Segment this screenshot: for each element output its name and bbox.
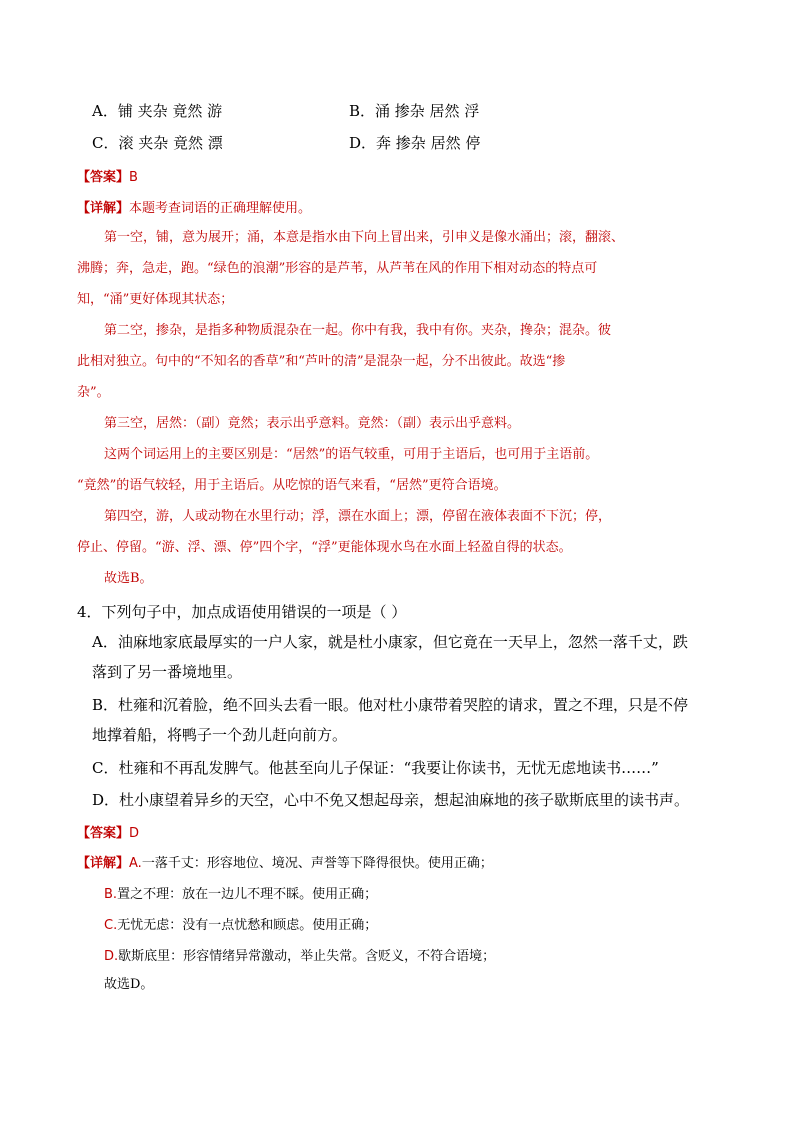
option-d: D．奔 掺杂 居然 停 — [349, 134, 481, 152]
q4-item-key: A. — [129, 856, 142, 871]
q4-answer-label: 【答案】 — [77, 826, 130, 841]
explanation-line: 第一空，铺，意为展开；涌，本意是指水由下向上冒出来，引申义是像水涌出；滚，翻滚、 — [104, 230, 625, 245]
q4-option-a-line: A．油麻地家底最厚实的一户人家，就是杜小康家，但它竟在一天早上，忽然一落千丈，跌 — [92, 633, 688, 651]
question-4: 4．下列句子中，加点成语使用错误的一项是（ ） — [77, 603, 407, 621]
option-b: B．涌 掺杂 居然 浮 — [349, 102, 480, 120]
conclusion: 故选B。 — [104, 571, 153, 586]
q4-item-key: B. — [104, 887, 118, 902]
explanation-line: 杂”。 — [77, 385, 110, 400]
q4-option-c: C．杜雍和不再乱发脾气。他甚至向儿子保证：“我要让你读书，无忧无虑地读书……” — [92, 759, 659, 777]
q4-option-d: D．杜小康望着异乡的天空，心中不免又想起母亲，想起油麻地的孩子歇斯底里的读书声。 — [92, 791, 690, 809]
q4-answer-line — [77, 822, 139, 841]
q4-conclusion: 故选D。 — [104, 977, 154, 992]
q4-option-a-line: 落到了另一番境地里。 — [92, 663, 243, 681]
explanation-line: 这两个词运用上的主要区别是：“居然”的语气较重，可用于主语后，也可用于主语前。 — [104, 447, 599, 462]
q4-option-b-line: B．杜雍和沉着脸，绝不回头去看一眼。他对杜小康带着哭腔的请求，置之不理，只是不停 — [92, 696, 689, 714]
q4-detail-line — [77, 852, 493, 873]
explanation-line: 此相对独立。句中的“不知名的香草”和“芦叶的清”是混杂一起，分不出彼此。故选“掺 — [77, 354, 566, 369]
answer-label: 【答案】 — [77, 170, 130, 185]
q4-detail-label: 【详解】 — [77, 856, 130, 871]
detail-line — [77, 197, 311, 218]
explanation-line: 知，“涌”更好体现其状态； — [77, 292, 234, 307]
q4-item-key: D. — [104, 949, 119, 964]
q4-item-text: 歇斯底里：形容情绪异常激动，举止失常。含贬义，不符合语境； — [118, 949, 496, 964]
q4-detail-item — [104, 914, 377, 935]
answer-line — [77, 166, 138, 185]
q4-option-b-line: 地撑着船，将鸭子一个劲儿赶向前方。 — [92, 726, 348, 744]
option-c: C．滚 夹杂 竟然 漂 — [92, 134, 223, 152]
explanation-line: 第三空，居然：（副）竟然；表示出乎意料。竟然：（副）表示出乎意料。 — [104, 416, 521, 431]
explanation-line: 沸腾；奔，急走，跑。“绿色的浪潮”形容的是芦苇，从芦苇在风的作用下相对动态的特点可 — [77, 261, 598, 276]
answer-value: B — [129, 170, 138, 185]
option-a: A．铺 夹杂 竟然 游 — [92, 102, 223, 120]
detail-label: 【详解】 — [77, 201, 130, 216]
explanation-line: 第二空，掺杂，是指多种物质混杂在一起。你中有我，我中有你。夹杂，搀杂；混杂。彼 — [104, 323, 612, 338]
q4-item-key: C. — [104, 918, 118, 933]
explanation-line: 第四空，游，人或动物在水里行动；浮，漂在水面上；漂，停留在液体表面不下沉；停， — [104, 509, 612, 524]
q4-detail-item — [104, 945, 495, 966]
explanation-line: 停止、停留。“游、浮、漂、停”四个字，“浮”更能体现水鸟在水面上轻盈自得的状态。 — [77, 540, 572, 555]
q4-item-text: 一落千丈：形容地位、境况、声誉等下降得很快。使用正确； — [141, 856, 493, 871]
q4-item-text: 无忧无虑：没有一点忧愁和顾虑。使用正确； — [117, 918, 378, 933]
q4-detail-item — [104, 883, 377, 904]
detail-intro: 本题考查词语的正确理解使用。 — [129, 201, 312, 216]
explanation-line: “竟然”的语气较轻，用于主语后。从吃惊的语气来看，“居然”更符合语境。 — [77, 478, 507, 493]
q4-item-text: 置之不理：放在一边儿不理不睬。使用正确； — [117, 887, 378, 902]
q4-answer-value: D — [129, 826, 140, 841]
